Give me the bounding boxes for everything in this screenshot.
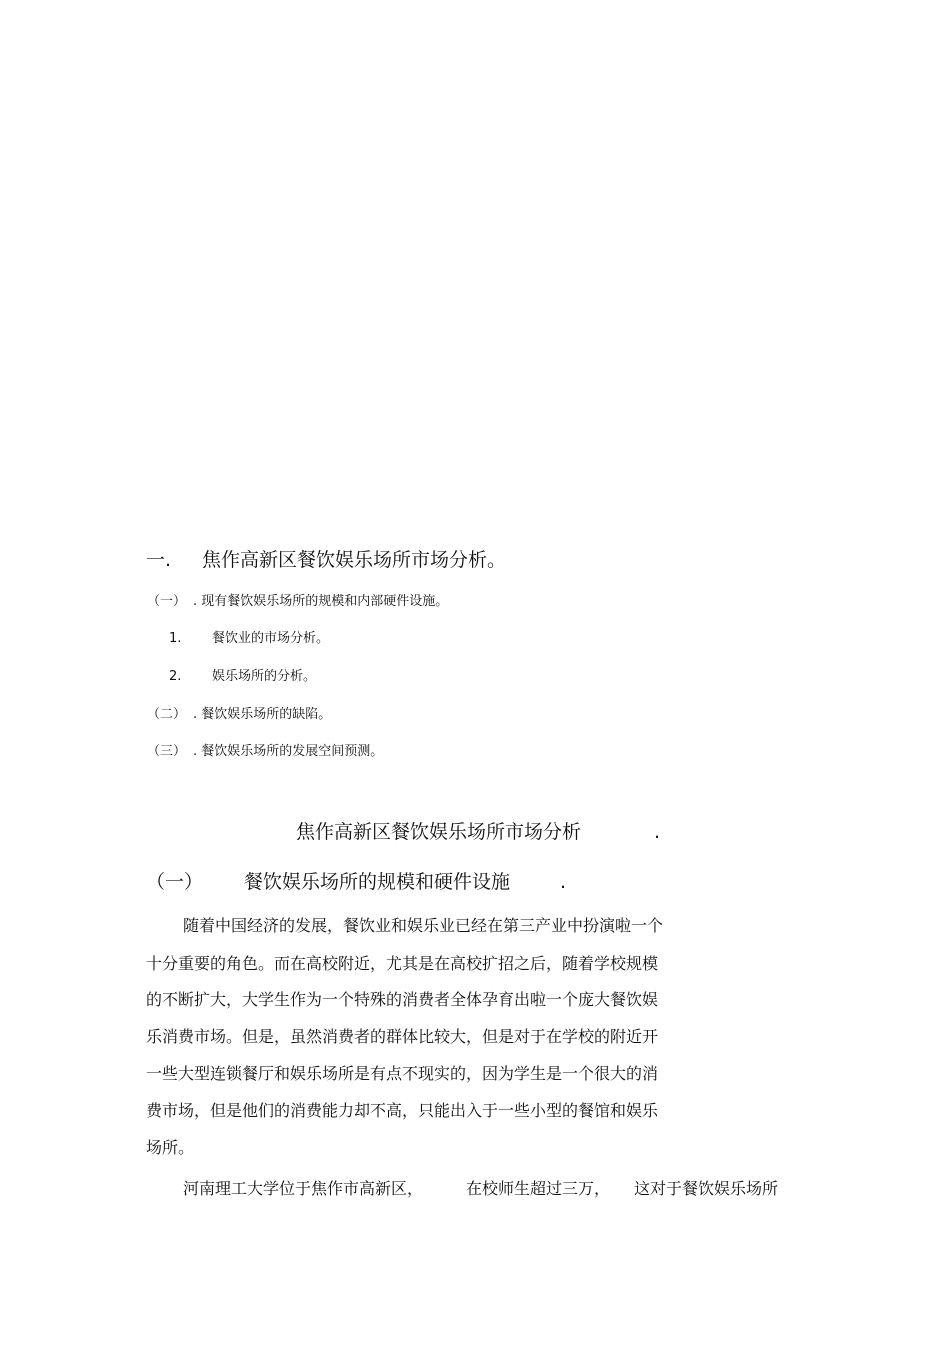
subheading-dot: . [560,871,567,893]
toc-heading-text: 焦作高新区餐饮娱乐场所市场分析。 [202,549,507,571]
toc-heading-number: 一. [146,549,172,571]
subheading-number: （一） [146,871,204,893]
toc-item-text: . 餐饮娱乐场所的缺陷。 [193,707,332,722]
paragraph-line: 随着中国经济的发展，餐饮业和娱乐业已经在第三产业中扮演啦一个 [183,916,664,935]
toc-item-text: 餐饮业的市场分析。 [212,631,330,646]
paragraph-segment: 河南理工大学位于焦作市高新区， [183,1179,424,1198]
toc-item-number: 2. [169,669,182,684]
toc-item-text: . 餐饮娱乐场所的发展空间预测。 [193,744,384,759]
page-title: 焦作高新区餐饮娱乐场所市场分析 [296,821,582,843]
subheading-text: 餐饮娱乐场所的规模和硬件设施 [244,871,511,893]
paragraph-line: 费市场，但是他们的消费能力却不高，只能出入于一些小型的餐馆和娱乐 [146,1101,659,1120]
paragraph-segment: 在校师生超过三万， [466,1179,611,1198]
paragraph-line: 十分重要的角色。而在高校附近，尤其是在高校扩招之后，随着学校规模 [146,954,659,973]
paragraph-line: 一些大型连锁餐厅和娱乐场所是有点不现实的，因为学生是一个很大的消 [146,1064,659,1083]
toc-item-number: 1. [169,631,182,646]
paragraph-line: 乐消费市场。但是，虽然消费者的群体比较大，但是对于在学校的附近开 [146,1027,659,1046]
toc-item-text: . 现有餐饮娱乐场所的规模和内部硬件设施。 [193,594,449,609]
paragraph-segment: 这对于餐饮娱乐场所 [634,1179,779,1198]
paragraph-line: 场所。 [146,1138,195,1157]
toc-item-number: （二） [147,707,187,722]
toc-item-text: 娱乐场所的分析。 [212,669,317,684]
paragraph-line: 的不断扩大，大学生作为一个特殊的消费者全体孕育出啦一个庞大餐饮娱 [146,990,659,1009]
toc-item-number: （三） [147,744,187,759]
toc-item-number: （一） [147,594,187,609]
page-title-dot: . [654,821,661,843]
